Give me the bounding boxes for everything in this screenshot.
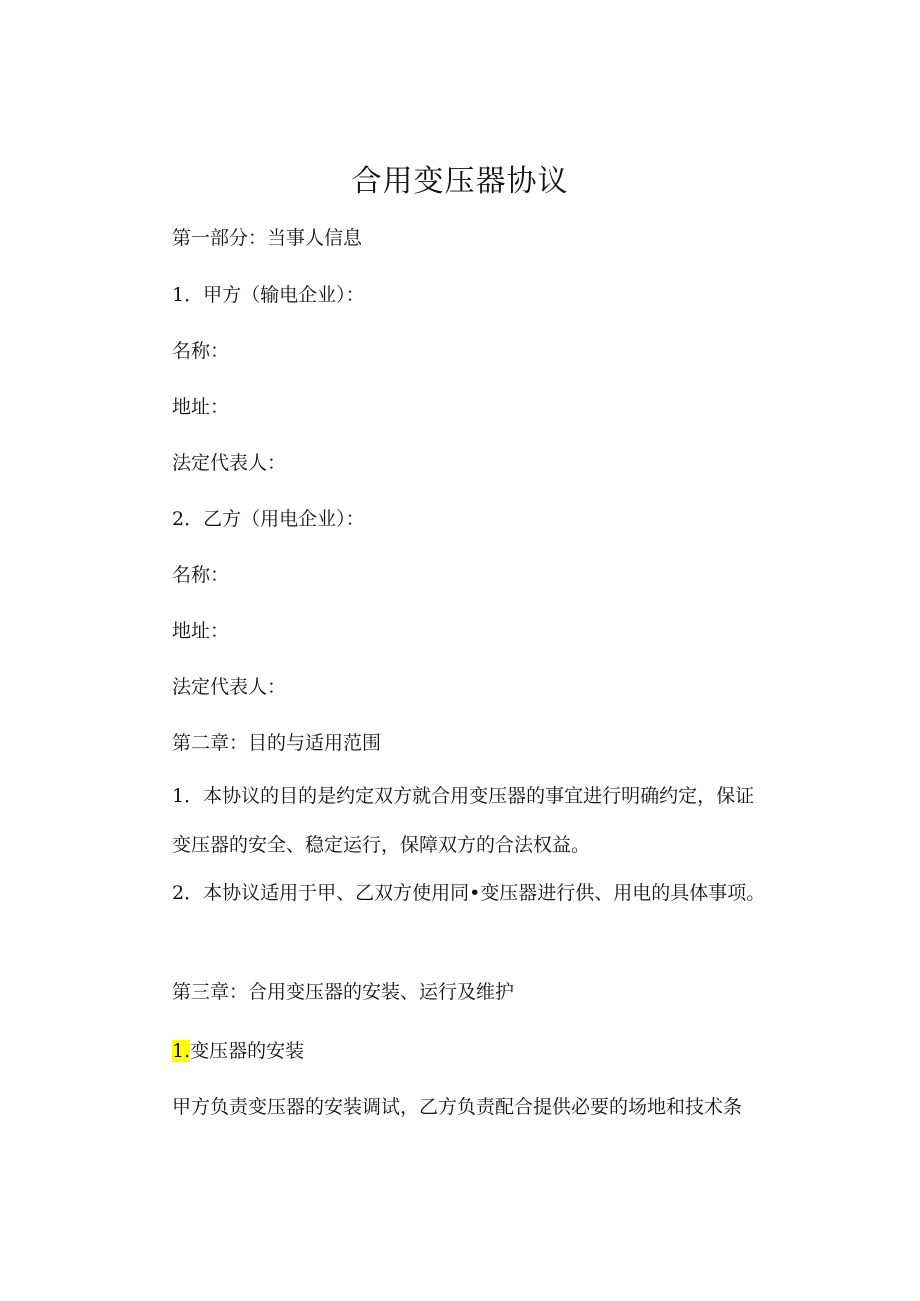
chapter2-item1: 1．本协议的目的是约定双方就合用变压器的事宜进行明确约定，保证变压器的安全、稳定运行，保障双方的合法权益。 xyxy=(172,785,755,856)
party-b-rep-label: 法定代表人： xyxy=(172,676,287,698)
party-b-name-label: 名称： xyxy=(172,564,230,586)
chapter3-item1-label: 变压器的安装 xyxy=(190,1040,305,1062)
party-b-label: 2．乙方（用电企业）： xyxy=(172,508,365,530)
party-a-rep-label: 法定代表人： xyxy=(172,452,287,474)
chapter3-heading: 第三章：合用变压器的安装、运行及维护 xyxy=(172,981,515,1003)
party-a-name-label: 名称： xyxy=(172,340,230,362)
party-b-address-label: 地址： xyxy=(172,620,230,642)
part1-heading: 第一部分：当事人信息 xyxy=(172,227,363,249)
document-title: 合用变压器协议 xyxy=(351,164,569,199)
chapter2-item2: 2．本协议适用于甲、乙双方使用同•变压器进行供、用电的具体事项。 xyxy=(172,882,766,904)
chapter3-item1-text: 甲方负责变压器的安装调试，乙方负责配合提供必要的场地和技术条 xyxy=(172,1096,743,1118)
party-a-address-label: 地址： xyxy=(172,396,230,418)
chapter3-item1-heading xyxy=(172,1037,304,1065)
chapter2-heading: 第二章：目的与适用范围 xyxy=(172,732,382,754)
party-a-label: 1．甲方（输电企业）： xyxy=(172,284,365,306)
chapter3-item1-number: 1. xyxy=(172,1040,191,1062)
